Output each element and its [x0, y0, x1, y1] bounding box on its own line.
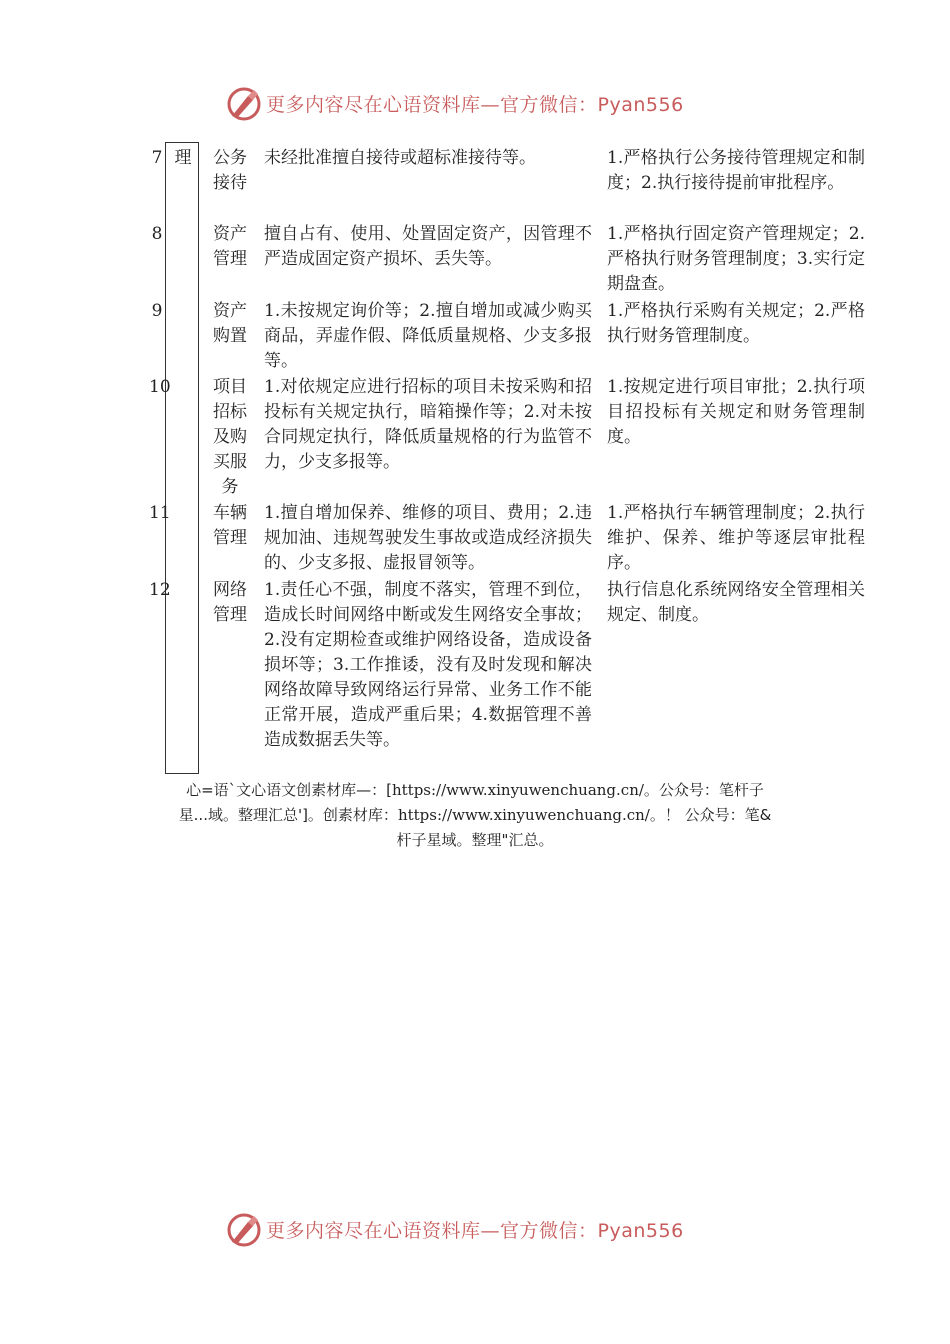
row-risk: 1.对依规定应进行招标的项目未按采购和招投标有关规定执行，暗箱操作等；2.对未按合同规定执行，降低质量规格的行为监管不力，少支多报等。: [264, 377, 592, 472]
row-number: 9: [151, 301, 163, 321]
bracket-label: 理: [174, 148, 192, 168]
row-measure: 1.按规定进行项目审批；2.执行项目招投标有关规定和财务管理制度。: [607, 377, 865, 447]
category-bracket: [165, 142, 199, 774]
pen-logo-icon: [226, 1212, 262, 1248]
row-risk: 1.擅自增加保养、维修的项目、费用；2.违规加油、违规驾驶发生事故或造成经济损失的、少支多报、虚报冒领等。: [264, 503, 592, 573]
banner-text: 更多内容尽在心语资料库—官方微信：Pyan556: [266, 1220, 684, 1242]
source-note: [140, 778, 810, 853]
source-note-line-3: 杆子星域。整理"汇总。: [396, 831, 554, 849]
row-category: 公务接待: [213, 148, 247, 193]
row-category: 网络管理: [213, 580, 247, 625]
row-measure: 执行信息化系统网络安全管理相关规定、制度。: [607, 580, 865, 625]
row-number: 10: [149, 377, 171, 397]
row-risk: 1.责任心不强，制度不落实，管理不到位，造成长时间网络中断或发生网络安全事故；2.没有定期检查或维护网络设备，造成设备损坏等；3.工作推诿，没有及时发现和解决网络故障导致网络运行异常、业务工作不能正常开展，造成严重后果；4.数据管理不善造成数据丢失等。: [264, 580, 592, 750]
row-measure: 1.严格执行公务接待管理规定和制度；2.执行接待提前审批程序。: [607, 148, 865, 193]
source-note-line-2: 星...域。整理汇总']。创素材库：https://www.xinyuwenchuang.cn/。！ 公众号：笔&: [178, 806, 772, 824]
row-category: 资产管理: [213, 224, 247, 269]
row-number: 8: [151, 224, 163, 244]
row-number: 11: [149, 503, 171, 523]
row-number: 7: [151, 148, 163, 168]
row-measure: 1.严格执行采购有关规定；2.严格执行财务管理制度。: [607, 301, 865, 346]
row-risk: 1.未按规定询价等；2.擅自增加或减少购买商品，弄虚作假、降低质量规格、少支多报等。: [264, 301, 592, 371]
source-url: https://www.xinyuwenchuang.cn/: [397, 806, 650, 824]
row-measure: 1.严格执行固定资产管理规定；2.严格执行财务管理制度；3.实行定期盘查。: [607, 224, 865, 294]
source-note-line-1: 心=语`文心语文创素材库—：[https://www.xinyuwenchuang.cn/。公众号：笔杆子: [186, 781, 764, 799]
header-banner: [0, 84, 950, 124]
row-category: 项目招标及购买服务: [213, 377, 247, 497]
source-url: https://www.xinyuwenchuang.cn/: [391, 781, 644, 799]
row-risk: 擅自占有、使用、处置固定资产，因管理不严造成固定资产损坏、丢失等。: [264, 224, 592, 269]
pen-logo-icon: [226, 86, 262, 122]
footer-banner: [0, 1210, 950, 1250]
row-category: 车辆管理: [213, 503, 247, 548]
row-risk: 未经批准擅自接待或超标准接待等。: [264, 148, 536, 168]
banner-text: 更多内容尽在心语资料库—官方微信：Pyan556: [266, 94, 684, 116]
row-number: 12: [149, 580, 171, 600]
row-measure: 1.严格执行车辆管理制度；2.执行维护、保养、维护等逐层审批程序。: [607, 503, 865, 573]
row-category: 资产购置: [213, 301, 247, 346]
